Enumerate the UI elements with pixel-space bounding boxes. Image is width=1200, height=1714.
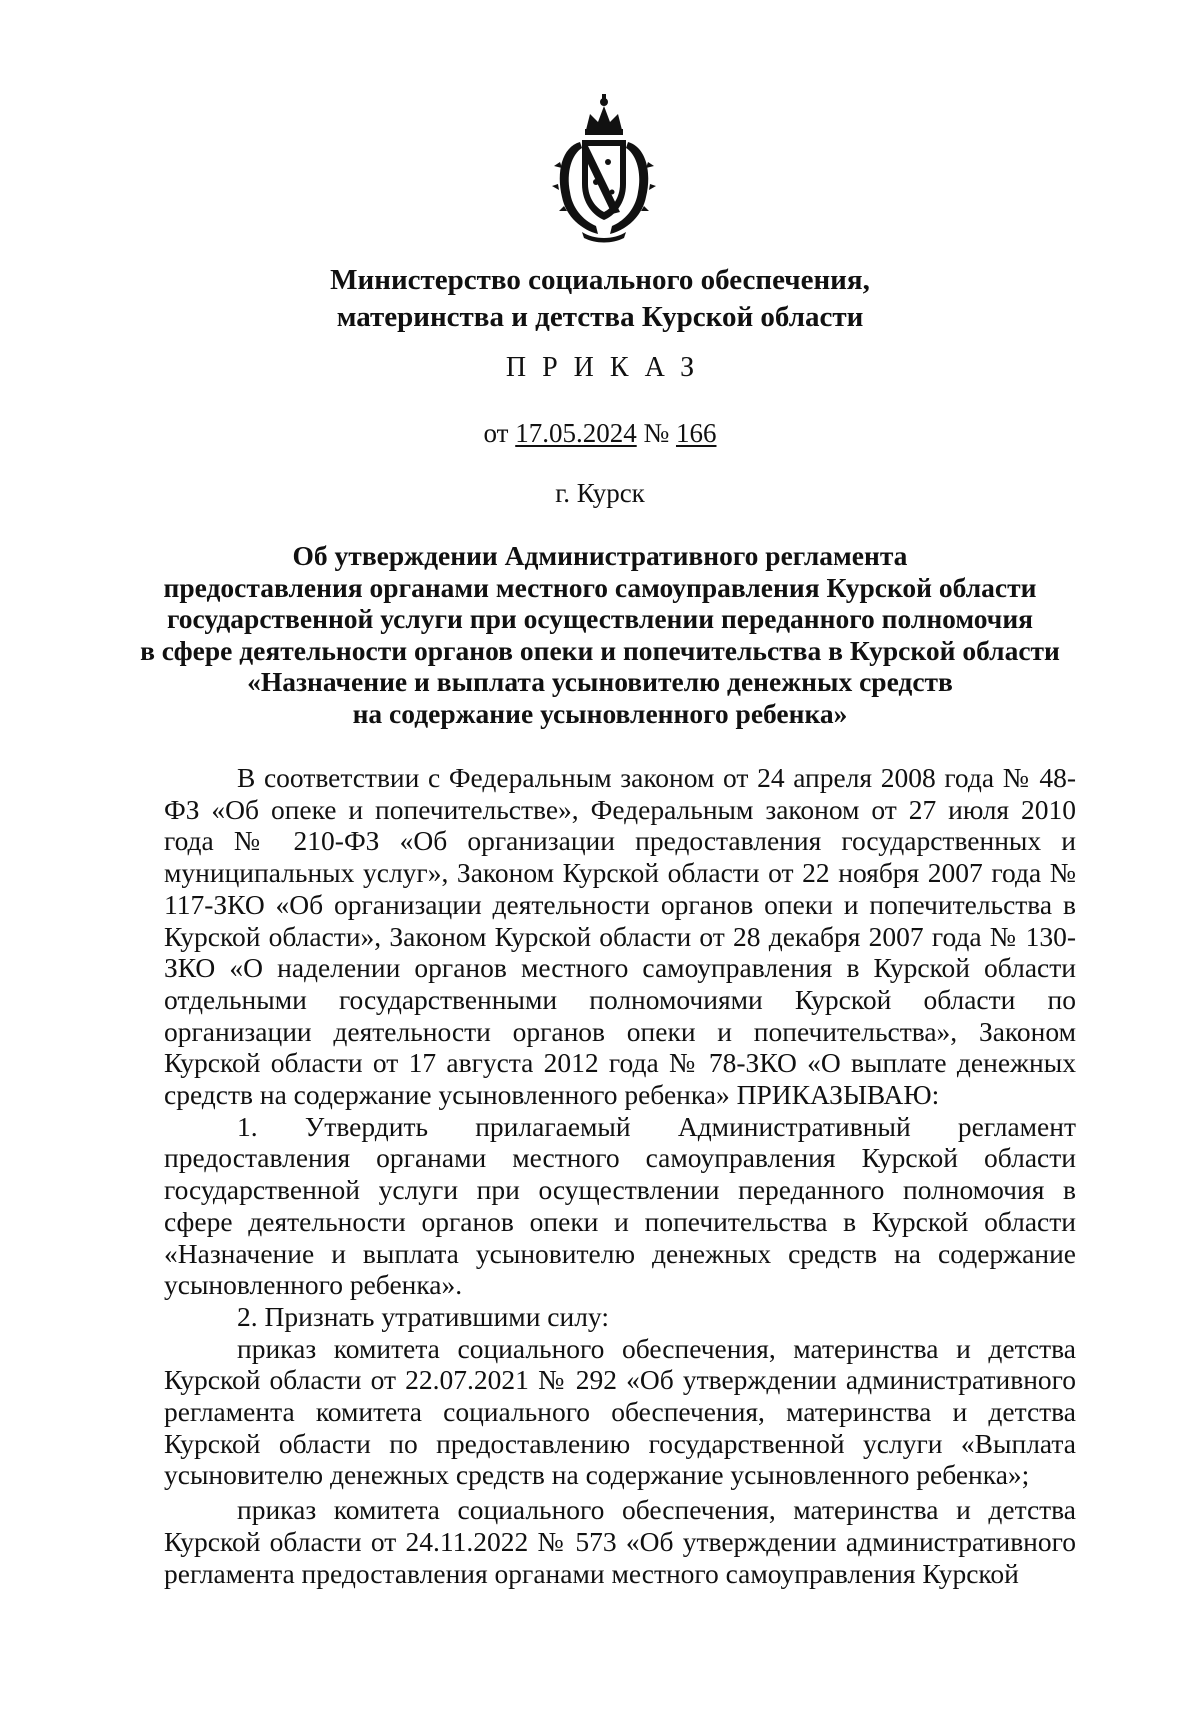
preamble-paragraph: В соответствии с Федеральным законом от 24 апреля 2008 года № 48-ФЗ «Об опеке и попечительстве», Федеральным законом от 27 июля 2010 года № 210-ФЗ «Об организации предоставления государственных и муниципальных услуг», Законом Курской области от 22 ноября 2007 года № 117-ЗКО «Об организации деятельности органов опеки и попечительства в Курской области», Законом Курской области от 28 декабря 2007 года № 130-ЗКО «О наделении органов местного самоуправления в Курской области отдельными государственными полномочиями Курской области по организации деятельности органов опеки и попечительства», Законом Курской области от 17 августа 2012 года № 78-ЗКО «О выплате денежных средств на содержание усыновленного ребенка» ПРИКАЗЫВАЮ:	[164, 762, 1076, 1111]
title-line: на содержание усыновленного ребенка»	[352, 697, 848, 729]
order-number: 166	[675, 418, 717, 448]
ministry-name	[0, 262, 1200, 336]
title-line: Об утверждении Административного регламента	[292, 540, 908, 571]
order-date: 17.05.2024	[515, 418, 637, 448]
item-1-paragraph: 1. Утвердить прилагаемый Административный регламент предоставления органами местного самоуправления Курской области государственной услуги при осуществлении переданного полномочия в сфере деятельности органов опеки и попечительства в Курской области «Назначение и выплата усыновителю денежных средств на содержание усыновленного ребенка».	[164, 1110, 1076, 1301]
city: г. Курск	[555, 478, 645, 508]
repealed-order-paragraph: приказ комитета социального обеспечения, материнства и детства Курской области от 24.11.2022 № 573 «Об утверждении административного регламента предоставления органами местного самоуправления Курской	[164, 1494, 1076, 1589]
ministry-line: материнства и детства Курской области	[336, 301, 864, 333]
repealed-order-paragraph: приказ комитета социального обеспечения, материнства и детства Курской области от 22.07.2021 № 292 «Об утверждении административного регламента комитета социального обеспечения, материнства и детства Курской области по предоставлению государственной услуги «Выплата усыновителю денежных средств на содержание усыновленного ребенка»;	[164, 1332, 1076, 1491]
document-type: ПРИКАЗ	[505, 352, 711, 383]
date-prefix: от	[483, 418, 509, 448]
title-line: в сфере деятельности органов опеки и попечительства в Курской области	[140, 634, 1060, 666]
title-line: «Назначение и выплата усыновителю денежных средств	[247, 666, 953, 697]
title-line: государственной услуги при осуществлении переданного полномочия	[166, 603, 1034, 634]
order-body	[164, 762, 1076, 1589]
coat-of-arms-icon	[552, 92, 656, 244]
number-sign: №	[643, 418, 670, 448]
order-date-number	[0, 418, 1200, 449]
ministry-line: Министерство социального обеспечения,	[330, 264, 870, 296]
item-2-paragraph: 2. Признать утратившими силу:	[237, 1300, 609, 1332]
order-title	[0, 540, 1200, 729]
title-line: предоставления органами местного самоуправления Курской области	[163, 571, 1037, 603]
